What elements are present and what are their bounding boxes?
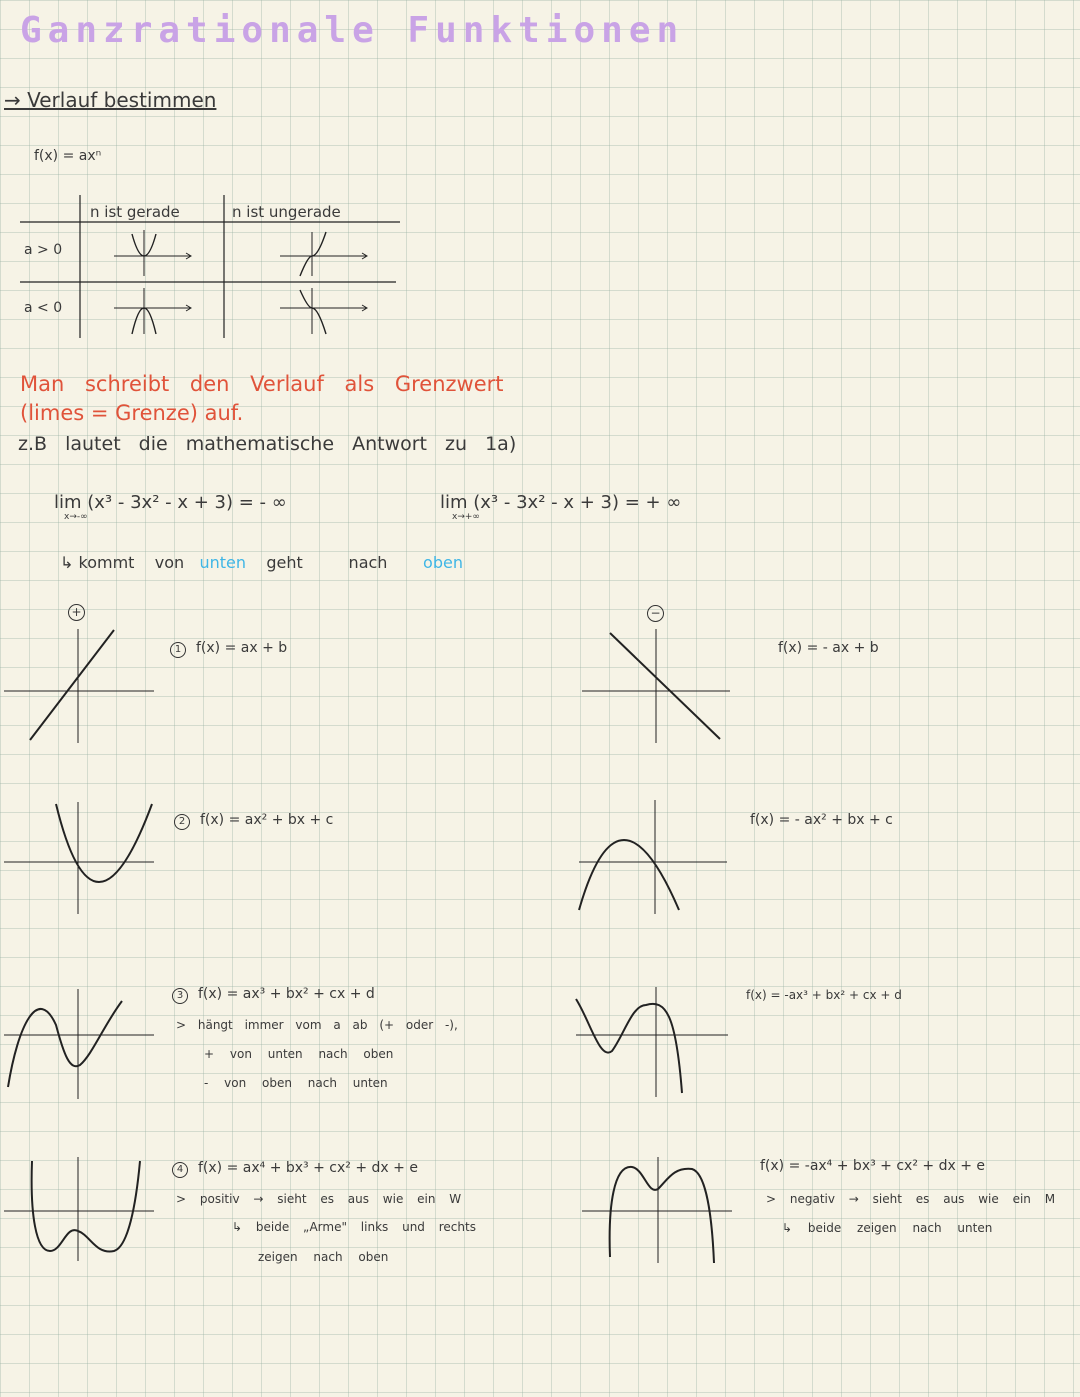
item-4-right-note-2: ↳ beide zeigen nach unten <box>782 1221 993 1235</box>
table-graph-odd-positive <box>278 228 370 278</box>
explain-arrow: ↳ <box>60 553 74 572</box>
note-line-2: (limes = Grenze) auf. <box>20 401 244 425</box>
explain-geht: geht <box>266 553 303 572</box>
graph-quadratic-positive <box>0 800 160 920</box>
graph-cubic-positive <box>0 985 160 1105</box>
general-formula: f(x) = axⁿ <box>34 148 102 164</box>
item-4-note-2: ↳ beide „Arme" links und rechts <box>232 1220 476 1234</box>
item-4-right: f(x) = -ax⁴ + bx³ + cx² + dx + e <box>760 1158 985 1174</box>
item-2-right: f(x) = - ax² + bx + c <box>750 812 893 828</box>
graph-linear-negative <box>578 625 738 745</box>
graph-quadratic-negative <box>575 800 735 920</box>
table-graph-even-positive <box>112 228 194 278</box>
explain-unten: unten <box>199 553 246 572</box>
item-2-left: f(x) = ax² + bx + c <box>200 812 334 828</box>
sign-plus-marker: + <box>68 604 85 621</box>
example-line: z.B lautet die mathematische Antwort zu 1a) <box>18 433 517 455</box>
item-3-number: 3 <box>172 988 188 1004</box>
item-4-note-3: zeigen nach oben <box>258 1250 389 1264</box>
graph-quartic-negative <box>578 1155 738 1265</box>
item-4-number: 4 <box>172 1162 188 1178</box>
graph-cubic-negative <box>572 985 732 1105</box>
item-4-note-1: > positiv → sieht es aus wie ein W <box>176 1192 462 1206</box>
table-row-a-positive: a > 0 <box>24 242 63 258</box>
item-2-formula <box>174 812 333 830</box>
sign-minus-marker: − <box>647 605 664 622</box>
item-4-left: f(x) = ax⁴ + bx³ + cx² + dx + e <box>198 1160 418 1176</box>
item-1-left: f(x) = ax + b <box>196 640 288 656</box>
section-heading: → Verlauf bestimmen <box>4 88 217 112</box>
item-3-note-2: + von unten nach oben <box>204 1047 394 1061</box>
item-4-right-note-1: > negativ → sieht es aus wie ein M <box>766 1192 1056 1206</box>
item-1-right: f(x) = - ax + b <box>778 640 879 656</box>
table-graph-even-negative <box>112 286 194 336</box>
limit-right-sub: x→+∞ <box>452 512 480 522</box>
item-1-number: 1 <box>170 642 186 658</box>
explain-oben: oben <box>423 553 463 572</box>
item-3-formula <box>172 986 375 1004</box>
table-row-a-negative: a < 0 <box>24 300 63 316</box>
graph-linear-positive <box>0 625 160 745</box>
item-1-formula <box>170 640 287 658</box>
item-4-formula <box>172 1160 418 1178</box>
item-3-left: f(x) = ax³ + bx² + cx + d <box>198 986 375 1002</box>
item-3-note-1: > hängt immer vom a ab (+ oder -), <box>176 1018 458 1032</box>
table-header-even: n ist gerade <box>90 203 180 221</box>
table-graph-odd-negative <box>278 286 370 336</box>
explain-nach: nach <box>348 553 388 572</box>
table-header-odd: n ist ungerade <box>232 203 341 221</box>
limit-left-expr: lim (x³ - 3x² - x + 3) = - ∞ <box>54 492 287 513</box>
item-2-number: 2 <box>174 814 190 830</box>
graph-quartic-positive <box>0 1155 160 1265</box>
note-line-1: Man schreibt den Verlauf als Grenzwert <box>20 372 504 396</box>
limit-right-expr: lim (x³ - 3x² - x + 3) = + ∞ <box>440 492 682 513</box>
explain-von: von <box>154 553 185 572</box>
item-3-note-3: - von oben nach unten <box>204 1076 388 1090</box>
limit-left-sub: x→-∞ <box>64 512 88 522</box>
explain-line <box>60 553 463 572</box>
page-title: Ganzrationale Funktionen <box>20 10 685 51</box>
explain-kommt: kommt <box>78 553 135 572</box>
item-3-right: f(x) = -ax³ + bx² + cx + d <box>746 988 902 1002</box>
